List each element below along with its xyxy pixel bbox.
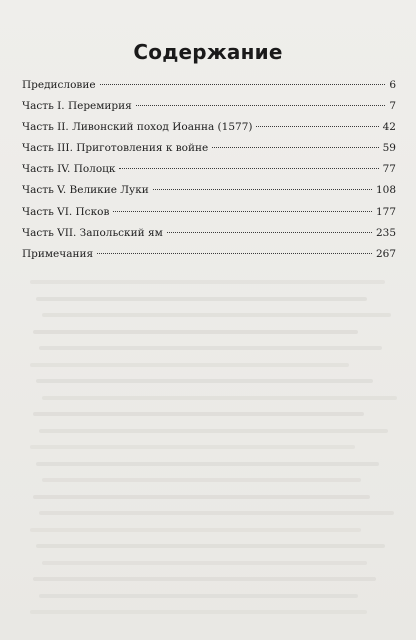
- dot-leader: [113, 211, 372, 212]
- toc-entry-title: Часть VII. Запольский ям: [22, 226, 163, 239]
- toc-entry-page: 177: [375, 205, 396, 218]
- bleed-line: [42, 396, 397, 400]
- dot-leader: [136, 105, 386, 106]
- table-of-contents: [22, 75, 396, 265]
- bleed-line: [30, 445, 355, 449]
- bleed-line: [39, 346, 382, 350]
- bleed-line: [39, 429, 388, 433]
- bleed-line: [42, 561, 367, 565]
- toc-entry: [22, 180, 396, 201]
- toc-entry: [22, 96, 396, 117]
- toc-entry: [22, 159, 396, 180]
- toc-entry-page: 7: [389, 100, 396, 113]
- bleed-line: [39, 511, 394, 515]
- toc-entry-page: 267: [375, 247, 396, 260]
- toc-entry: [22, 138, 396, 159]
- dot-leader: [256, 126, 378, 127]
- toc-entry-page: 77: [382, 163, 396, 176]
- toc-entry: [22, 117, 396, 138]
- dot-leader: [167, 232, 372, 233]
- toc-entry-title: Часть III. Приготовления к войне: [22, 142, 209, 155]
- bleed-line: [30, 363, 349, 367]
- toc-entry: [22, 202, 396, 223]
- bleed-line: [33, 330, 358, 334]
- bleed-line: [36, 544, 385, 548]
- bleed-line: [33, 577, 376, 581]
- bleed-line: [30, 280, 385, 284]
- toc-entry-title: Часть VI. Псков: [22, 205, 110, 218]
- dot-leader: [100, 84, 386, 85]
- bleed-line: [39, 594, 358, 598]
- bleed-line: [33, 495, 370, 499]
- contents-heading: Содержание: [133, 40, 283, 64]
- bleed-line: [33, 412, 364, 416]
- toc-entry: [22, 223, 396, 244]
- toc-entry-title: Часть I. Перемирия: [22, 100, 132, 113]
- toc-entry-title: Примечания: [22, 247, 94, 260]
- toc-entry-page: 42: [382, 121, 396, 134]
- toc-entry: [22, 244, 396, 265]
- bleed-line: [36, 297, 367, 301]
- bleed-line: [30, 610, 367, 614]
- toc-entry-title: Часть IV. Полоцк: [22, 163, 116, 176]
- dot-leader: [212, 147, 378, 148]
- toc-entry-title: Часть V. Великие Луки: [22, 184, 149, 197]
- dot-leader: [153, 189, 372, 190]
- toc-entry-page: 108: [375, 184, 396, 197]
- bleed-line: [42, 313, 391, 317]
- bleed-line: [42, 478, 361, 482]
- dot-leader: [97, 253, 372, 254]
- toc-entry-page: 59: [382, 142, 396, 155]
- toc-entry: [22, 75, 396, 96]
- toc-entry-page: 235: [375, 226, 396, 239]
- bleed-line: [30, 528, 361, 532]
- toc-entry-page: 6: [389, 79, 396, 91]
- bleed-line: [36, 379, 373, 383]
- bleed-line: [36, 462, 379, 466]
- toc-entry-title: Часть II. Ливонский поход Иоанна (1577): [22, 121, 253, 134]
- toc-entry-title: Предисловие: [22, 79, 96, 91]
- dot-leader: [119, 168, 378, 169]
